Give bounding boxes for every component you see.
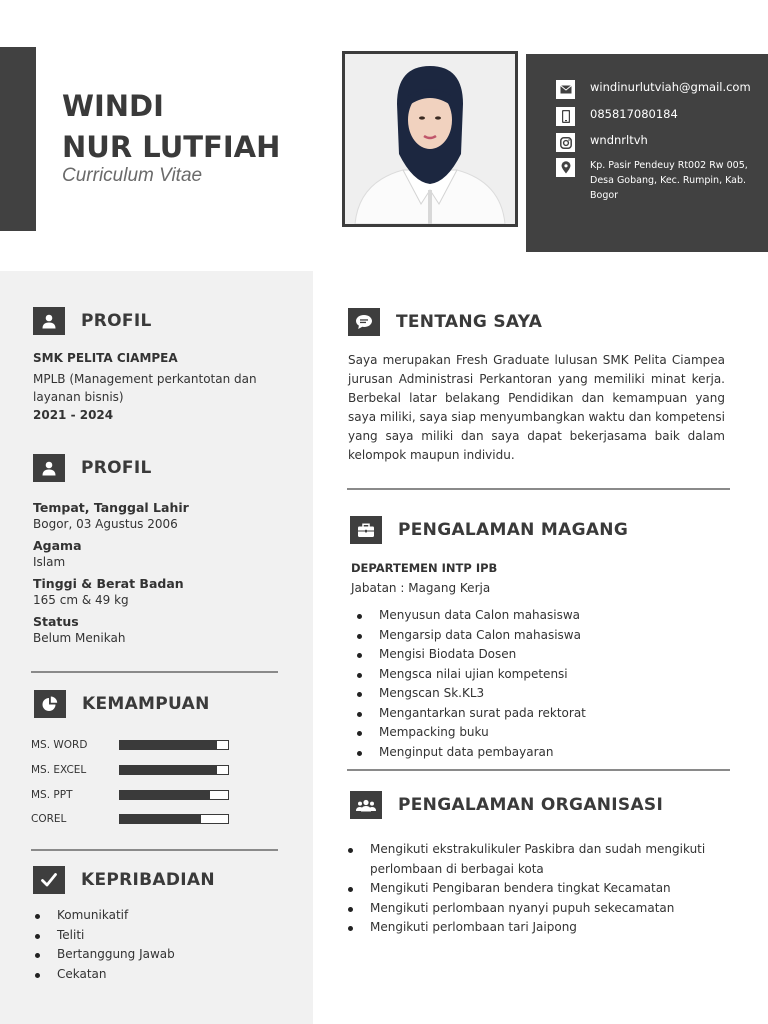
contact-email-row — [556, 80, 751, 99]
list-item: Mengscan Sk.KL3 — [353, 684, 586, 704]
pie-chart-icon — [34, 690, 66, 718]
organization-title: PENGALAMAN ORGANISASI — [398, 795, 664, 815]
full-name — [62, 86, 280, 168]
header-accent-bar — [0, 47, 36, 231]
contact-box — [526, 54, 768, 252]
user-icon — [33, 307, 65, 335]
personal-section-header — [33, 454, 152, 482]
list-item: Mengarsip data Calon mahasiswa — [353, 626, 586, 646]
left-divider-1 — [31, 671, 278, 673]
about-section-header — [348, 308, 542, 336]
skills-title: KEMAMPUAN — [82, 694, 210, 714]
education-title: PROFIL — [81, 311, 152, 331]
list-item: Mengisi Biodata Dosen — [353, 645, 586, 665]
list-item: Mempacking buku — [353, 723, 586, 743]
list-item: Mengikuti ekstrakulikuler Paskibra dan sudah mengikuti perlombaan di berbagai kota — [344, 840, 714, 879]
location-pin-icon — [556, 158, 575, 177]
about-text: Saya merupakan Fresh Graduate lulusan SMK Pelita Ciampea jurusan Administrasi Perkantoran yang memiliki minat kerja. Berbekal latar belakang Pendidikan dan kemampuan yang saya miliki, saya siap menyumbangkan waktu dan kompetensi yang saya miliki dan saya dapat bekerjasama baik dalam kelompok maupun individu. — [348, 353, 725, 462]
body-label: Tinggi & Berat Badan — [33, 576, 184, 591]
right-divider-1 — [347, 488, 730, 490]
contact-email[interactable]: windinurlutviah@gmail.com — [590, 80, 751, 94]
education-major: MPLB (Management perkantotan dan layanan bisnis) — [33, 372, 257, 404]
status-label: Status — [33, 614, 79, 629]
left-divider-2 — [31, 849, 278, 851]
education-section-header — [33, 307, 152, 335]
list-item: Mengsca nilai ujian kompetensi — [353, 665, 586, 685]
skill-label: MS. EXCEL — [31, 764, 87, 776]
skill-bar — [119, 765, 229, 775]
internship-task-list — [353, 606, 586, 762]
briefcase-icon — [350, 516, 382, 544]
internship-info — [351, 559, 711, 597]
personality-list — [31, 906, 175, 984]
contact-instagram-row — [556, 133, 648, 152]
birth-label: Tempat, Tanggal Lahir — [33, 500, 189, 515]
contact-address-row — [556, 158, 755, 203]
list-item: Mengikuti Pengibaran bendera tingkat Kecamatan — [344, 879, 714, 899]
phone-icon — [556, 107, 575, 126]
birth-value: Bogor, 03 Agustus 2006 — [33, 517, 178, 531]
personal-title: PROFIL — [81, 458, 152, 478]
list-item: Mengikuti perlombaan nyanyi pupuh sekecamatan — [344, 899, 714, 919]
contact-instagram[interactable]: wndnrltvh — [590, 133, 648, 147]
right-divider-2 — [347, 769, 730, 771]
personality-title: KEPRIBADIAN — [81, 870, 215, 890]
cv-subtitle: Curriculum Vitae — [62, 165, 203, 186]
internship-company: DEPARTEMEN INTP IPB — [351, 561, 498, 575]
list-item: Cekatan — [31, 965, 175, 985]
list-item: Menyusun data Calon mahasiswa — [353, 606, 586, 626]
email-icon — [556, 80, 575, 99]
internship-section-header — [350, 516, 628, 544]
education-block — [33, 349, 283, 424]
list-item: Menginput data pembayaran — [353, 743, 586, 763]
user-icon — [33, 454, 65, 482]
instagram-icon — [556, 133, 575, 152]
status-value: Belum Menikah — [33, 631, 126, 645]
skills-section-header — [34, 690, 210, 718]
skill-bar — [119, 740, 229, 750]
contact-phone[interactable]: 085817080184 — [590, 107, 678, 121]
skill-bar-fill — [120, 741, 217, 749]
organization-list — [344, 840, 714, 938]
skill-bar-fill — [120, 766, 217, 774]
name-line1: WINDI — [62, 89, 164, 123]
internship-position: Jabatan : Magang Kerja — [351, 581, 491, 595]
personal-block — [33, 499, 283, 647]
name-line2: NUR LUTFIAH — [62, 130, 281, 164]
list-item: Komunikatif — [31, 906, 175, 926]
body-value: 165 cm & 49 kg — [33, 593, 129, 607]
profile-photo — [342, 51, 518, 227]
skill-label: MS. PPT — [31, 789, 73, 801]
about-title: TENTANG SAYA — [396, 312, 543, 332]
skill-label: COREL — [31, 813, 67, 825]
list-item: Mengikuti perlombaan tari Jaipong — [344, 918, 714, 938]
group-people-icon — [350, 791, 382, 819]
contact-address: Kp. Pasir Pendeuy Rt002 Rw 005, Desa Gobang, Kec. Rumpin, Kab. Bogor — [590, 160, 748, 201]
internship-title: PENGALAMAN MAGANG — [398, 520, 629, 540]
list-item: Mengantarkan surat pada rektorat — [353, 704, 586, 724]
education-school: SMK PELITA CIAMPEA — [33, 351, 178, 365]
skill-bar — [119, 790, 229, 800]
religion-label: Agama — [33, 538, 82, 553]
personality-section-header — [33, 866, 215, 894]
contact-phone-row — [556, 107, 678, 126]
religion-value: Islam — [33, 555, 66, 569]
list-item: Teliti — [31, 926, 175, 946]
skill-bar-fill — [120, 791, 210, 799]
person-photo-illustration — [345, 54, 515, 224]
organization-section-header — [350, 791, 663, 819]
skill-bar-fill — [120, 815, 201, 823]
speech-bubble-icon — [348, 308, 380, 336]
list-item: Bertanggung Jawab — [31, 945, 175, 965]
skill-bar — [119, 814, 229, 824]
education-years: 2021 - 2024 — [33, 408, 114, 422]
checkmark-icon — [33, 866, 65, 894]
skill-label: MS. WORD — [31, 739, 88, 751]
